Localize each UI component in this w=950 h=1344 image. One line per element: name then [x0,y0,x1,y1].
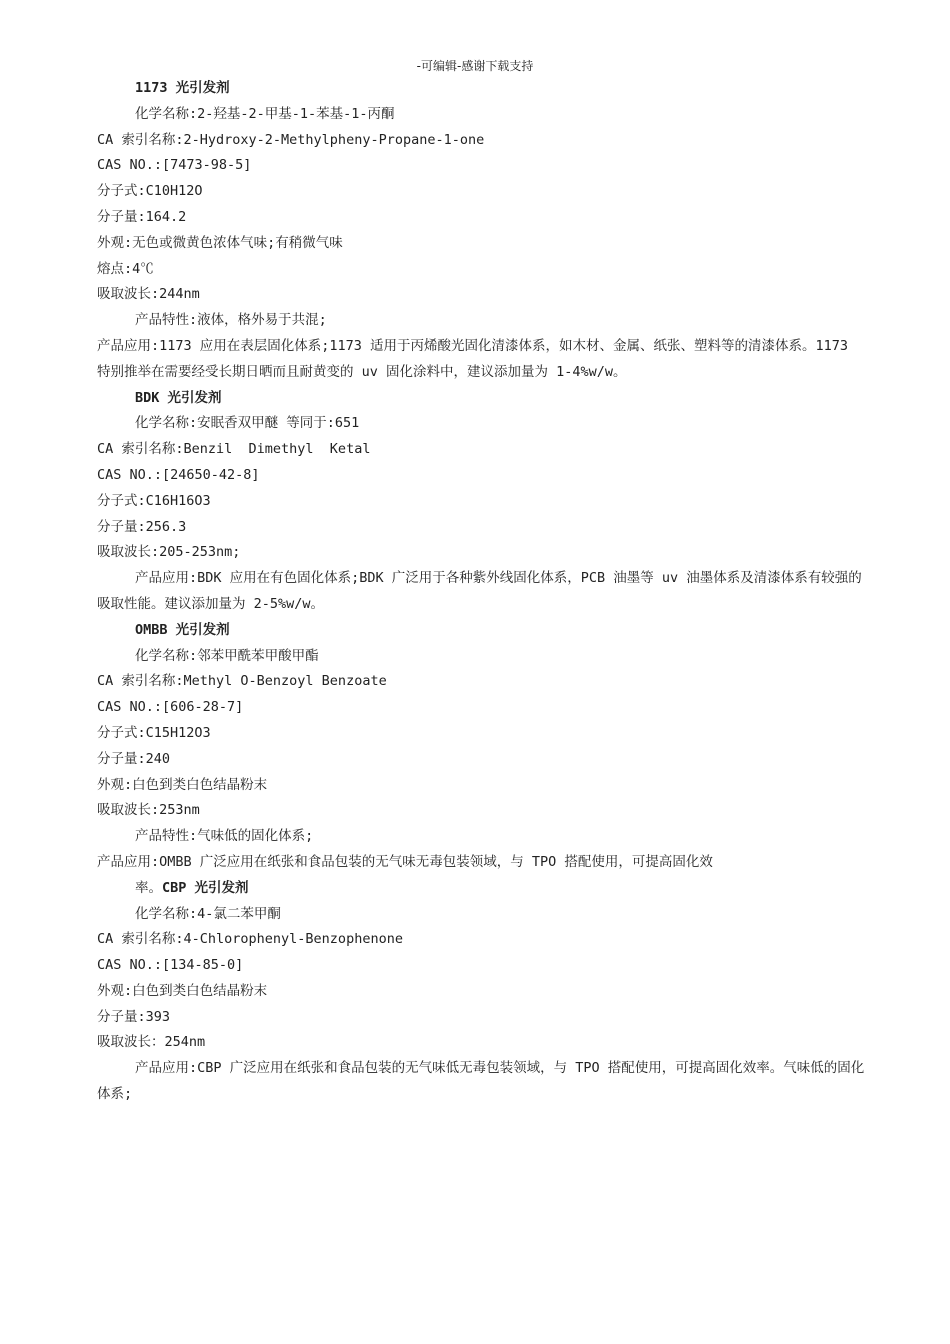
feature-ombb: 产品特性:气味低的固化体系; [135,828,314,845]
cas-no-cbp: CAS NO.:[134-85-0] [97,957,244,974]
mol-weight-cbp: 分子量:393 [97,1008,171,1025]
ca-index-bdk: CA 索引名称:Benzil Dimethyl Ketal [97,441,371,458]
section-title-cbp: CBP 光引发剂 [162,879,249,896]
application-ombb-line2: 率。 [135,879,162,896]
mol-weight-bdk: 分子量:256.3 [97,518,187,535]
formula-ombb: 分子式:C15H12O3 [97,724,211,741]
cas-no-1173: CAS NO.:[7473-98-5] [97,157,252,174]
cas-no-bdk: CAS NO.:[24650-42-8] [97,466,260,483]
application-bdk: 产品应用:BDK 应用在有色固化体系;BDK 广泛用于各种紫外线固化体系，PCB 油墨等 uv 油墨体系及清漆体系有较强的吸取性能。建议添加量为 2-5%w/w。 [97,570,862,612]
application-cbp: 产品应用:CBP 广泛应用在纸张和食品包装的无气味低无毒包装领域，与 TPO 搭配使用，可提高固化效率。气味低的固化体系; [97,1060,865,1103]
application-ombb-continuation [97,876,867,902]
cas-no-ombb: CAS NO.:[606-28-7] [97,699,244,716]
ca-index-1173: CA 索引名称:2-Hydroxy-2-Methylpheny-Propane-1-one [97,131,485,148]
absorption-cbp: 吸取波长：254nm [97,1034,206,1051]
chem-name-1173: 化学名称:2-羟基-2-甲基-1-苯基-1-丙酮 [135,105,395,122]
document-body [97,76,867,1108]
appearance-cbp: 外观:白色到类白色结晶粉末 [97,982,268,999]
section-title-1173: 1173 光引发剂 [135,80,230,96]
section-title-ombb: OMBB 光引发剂 [135,621,230,638]
section-title-bdk: BDK 光引发剂 [135,389,222,406]
application-ombb-line1: 产品应用:OMBB 广泛应用在纸张和食品包装的无气味无毒包装领域，与 TPO 搭配使用，可提高固化效 [97,853,713,870]
feature-1173: 产品特性:液体，格外易于共混; [135,312,327,329]
page-header: -可编辑-感谢下载支持 [416,59,534,73]
melting-point-1173: 熔点:4℃ [97,260,154,277]
absorption-ombb: 吸取波长:253nm [97,802,200,819]
formula-bdk: 分子式:C16H16O3 [97,492,211,509]
application-1173: 产品应用:1173 应用在表层固化体系;1173 适用于丙烯酸光固化清漆体系，如木材、金属、纸张、塑料等的清漆体系。1173 特别推举在需要经受长期日晒而且耐黄变的 uv 固化涂料中，建议添加量为 1-4%w/w。 [97,337,849,380]
chem-name-bdk: 化学名称:安眠香双甲醚 等同于:651 [135,415,360,432]
mol-weight-1173: 分子量:164.2 [97,208,187,225]
ca-index-cbp: CA 索引名称:4-Chlorophenyl-Benzophenone [97,931,403,948]
ca-index-ombb: CA 索引名称:Methyl O-Benzoyl Benzoate [97,673,387,690]
mol-weight-ombb: 分子量:240 [97,750,171,767]
formula-1173: 分子式:C10H12O [97,183,203,200]
chem-name-cbp: 化学名称:4-氯二苯甲酮 [135,905,281,922]
appearance-ombb: 外观:白色到类白色结晶粉末 [97,776,268,793]
appearance-1173: 外观:无色或微黄色浓体气味;有稍微气味 [97,234,343,251]
absorption-1173: 吸取波长:244nm [97,286,200,303]
chem-name-ombb: 化学名称:邻苯甲酰苯甲酸甲酯 [135,647,319,664]
absorption-bdk: 吸取波长:205-253nm; [97,544,241,561]
